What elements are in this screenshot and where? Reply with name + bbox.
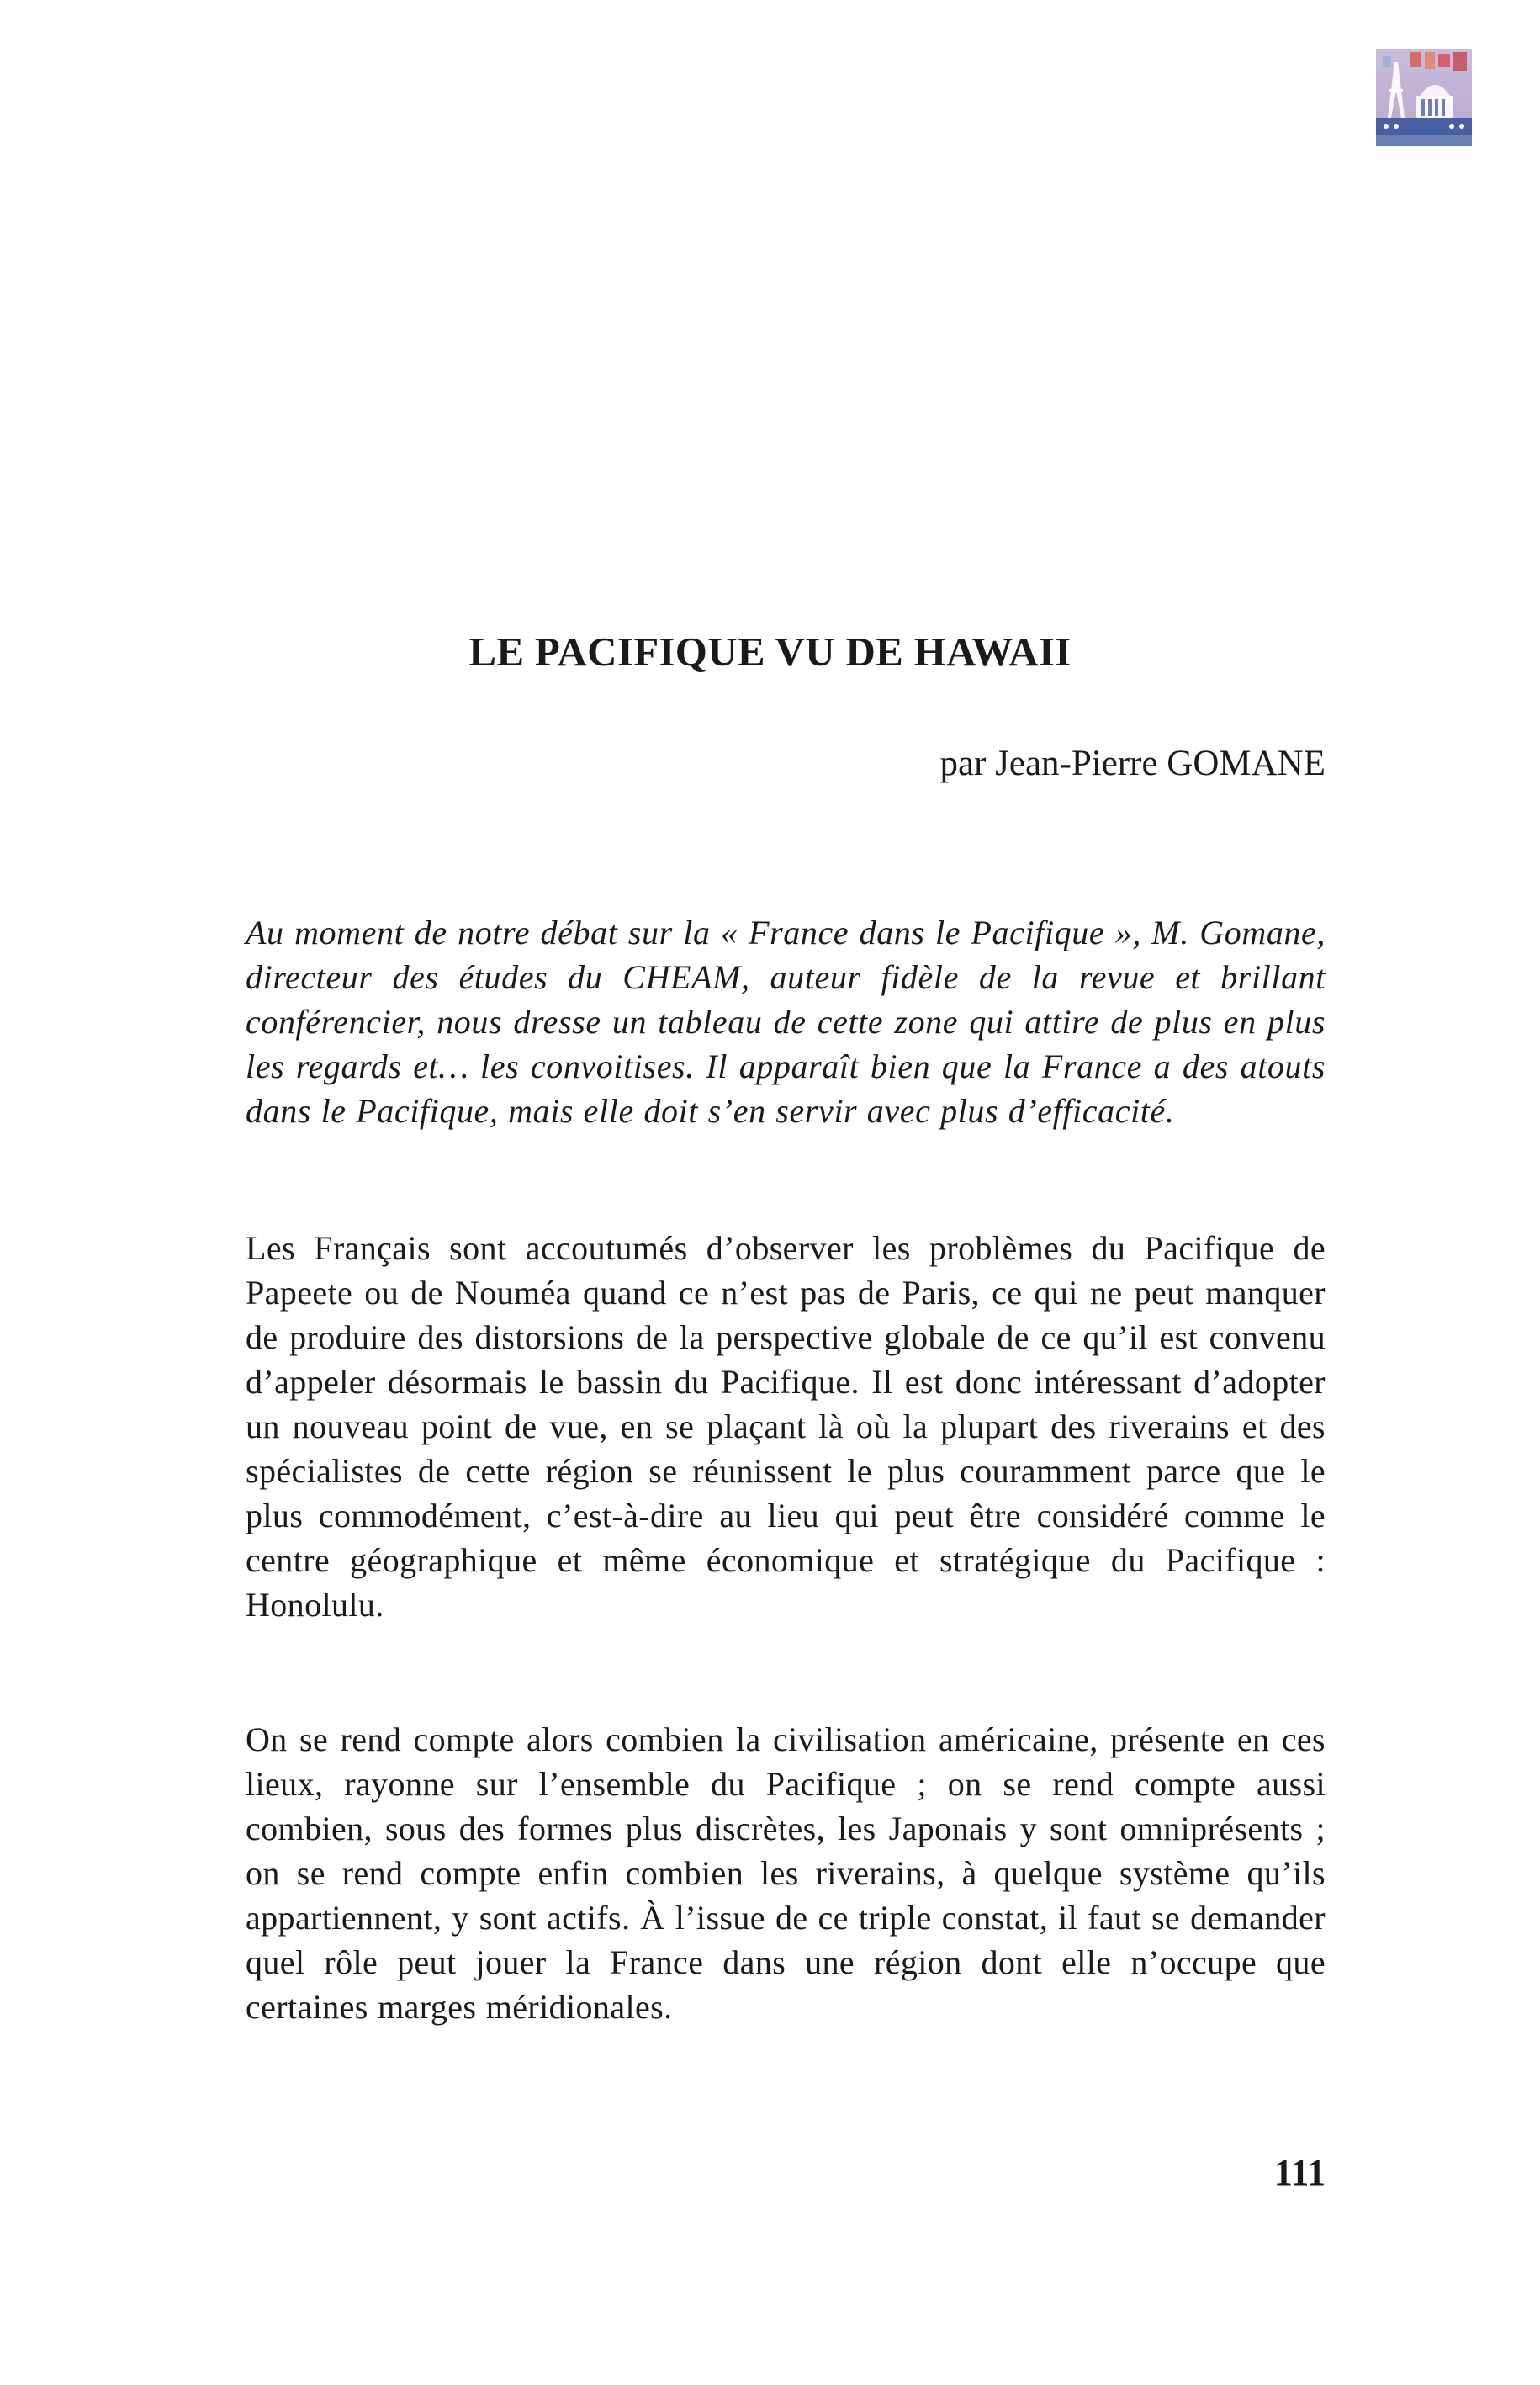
article-title: LE PACIFIQUE VU DE HAWAII <box>468 628 1072 675</box>
page-number: 111 <box>1273 2152 1326 2193</box>
body-paragraph-1: Les Français sont accoutumés d’observer les problèmes du Pacifique de Papeete ou de Nouméa quand ce n’est pas de Paris, ce qui ne peut manquer de produire des distorsions de la perspective globale de ce qu’il est convenu d’appeler désormais le bassin du Pacifique. Il est donc intéressant d’adopter un nouveau point de vue, en se plaçant là où la plupart des riverains et des spécialistes de cette région se réunissent le plus couramment parce que le plus commodément, c’est-à-dire au lieu qui peut être considéré comme le centre géographique et même économique et stratégique du Pacifique : Honolulu. <box>246 1229 1326 1624</box>
logo-graphic <box>1376 49 1472 146</box>
paris-monuments-logo <box>1376 49 1472 146</box>
article-intro: Au moment de notre débat sur la « France dans le Pacifique », M. Gomane, directeur des études du CHEAM, auteur fidèle de la revue et brillant conférencier, nous dresse un tableau de cette zone qui attire de plus en plus les regards et… les convoitises. Il apparaît bien que la France a des atouts dans le Pacifique, mais elle doit s’en servir avec plus d’efficacité. <box>246 914 1326 1130</box>
body-paragraph-2: On se rend compte alors combien la civilisation américaine, présente en ces lieux, rayonne sur l’ensemble du Pacifique ; on se rend compte aussi combien, sous des formes plus discrètes, les Japonais y sont omniprésents ; on se rend compte enfin combien les riverains, à quelque système qu’ils appartiennent, y sont actifs. À l’issue de ce triple constat, il faut se demander quel rôle peut jouer la France dans une région dont elle n’occupe que certaines marges méridionales. <box>246 1720 1326 2026</box>
author-byline: par Jean-Pierre GOMANE <box>939 744 1326 783</box>
